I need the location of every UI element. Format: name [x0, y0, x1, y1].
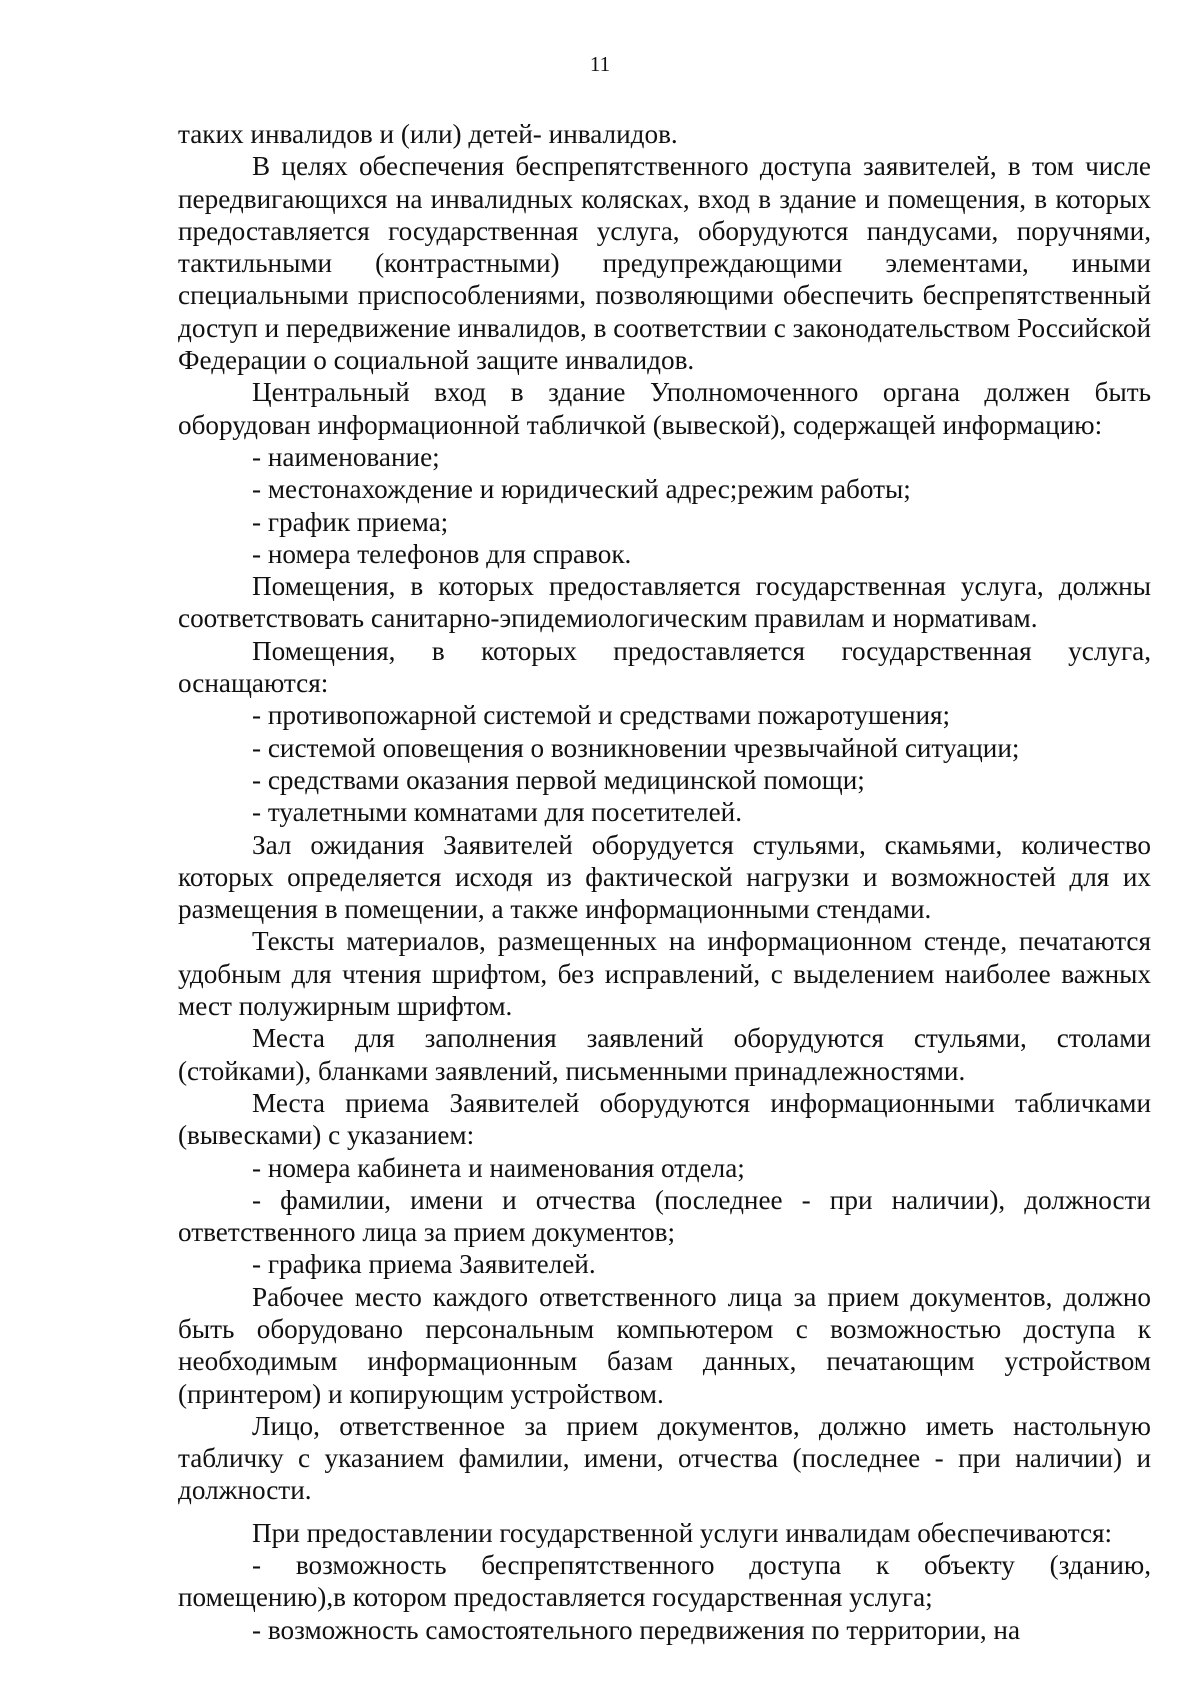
paragraph: Рабочее место каждого ответственного лица за прием документов, должно быть оборудовано персональным компьютером с возможностью доступа к необходимым информационным базам данных, печатающим устройством (принтером) и копирующим устройством. [178, 1281, 1151, 1409]
paragraph: - графика приема Заявителей. [252, 1249, 596, 1280]
paragraph: - туалетными комнатами для посетителей. [252, 797, 742, 828]
paragraph: - возможность самостоятельного передвижения по территории, на [252, 1614, 1021, 1645]
paragraph: Зал ожидания Заявителей оборудуется стульями, скамьями, количество которых определяется исходя из фактической нагрузки и возможностей для их размещения в помещении, а также информационными стендами. [178, 829, 1151, 925]
paragraph: Лицо, ответственное за прием документов, должно иметь настольную табличку с указанием фамилии, имени, отчества (последнее - при наличии) и должности. [178, 1410, 1151, 1506]
paragraph: Тексты материалов, размещенных на информационном стенде, печатаются удобным для чтения шрифтом, без исправлений, с выделением наиболее важных мест полужирным шрифтом. [178, 926, 1151, 1022]
paragraph: При предоставлении государственной услуги инвалидам обеспечиваются: [252, 1517, 1113, 1548]
document-body [178, 118, 1151, 1646]
paragraph: Помещения, в которых предоставляется государственная услуга, оснащаются: [178, 635, 1151, 699]
paragraph: - номера кабинета и наименования отдела; [252, 1152, 745, 1183]
paragraph: таких инвалидов и (или) детей- инвалидов. [178, 119, 678, 149]
paragraph: - наименование; [252, 441, 440, 472]
paragraph: - график приема; [252, 506, 449, 537]
paragraph: - местонахождение и юридический адрес;режим работы; [252, 474, 911, 505]
page-number: 11 [589, 52, 611, 76]
paragraph: Места для заполнения заявлений оборудуются стульями, столами (стойками), бланками заявлений, письменными принадлежностями. [178, 1023, 1151, 1086]
paragraph: - противопожарной системой и средствами пожаротушения; [252, 700, 951, 731]
paragraph: Места приема Заявителей оборудуются информационными табличками (вывесками) с указанием: [178, 1087, 1151, 1151]
paragraph: Помещения, в которых предоставляется государственная услуга, должны соответствовать санитарно-эпидемиологическим правилам и нормативам. [178, 571, 1151, 634]
paragraph: В целях обеспечения беспрепятственного доступа заявителей, в том числе передвигающихся на инвалидных колясках, вход в здание и помещения, в которых предоставляется государственная услуга, оборудуются пандусами, поручнями, тактильными (контрастными) предупреждающими элементами, иными специальными приспособлениями, позволяющими обеспечить беспрепятственный доступ и передвижение инвалидов, в соответствии с законодательством Российской Федерации о социальной защите инвалидов. [178, 151, 1151, 376]
paragraph: - возможность беспрепятственного доступа к объекту (зданию, помещению),в котором предоставляется государственная услуга; [178, 1550, 1151, 1613]
paragraph: - средствами оказания первой медицинской помощи; [252, 764, 865, 795]
paragraph: - фамилии, имени и отчества (последнее - при наличии), должности ответственного лица за прием документов; [178, 1184, 1151, 1248]
paragraph: Центральный вход в здание Уполномоченного органа должен быть оборудован информационной табличкой (вывеской), содержащей информацию: [178, 377, 1151, 440]
paragraph: - системой оповещения о возникновении чрезвычайной ситуации; [252, 732, 1020, 763]
paragraph: - номера телефонов для справок. [252, 538, 632, 569]
